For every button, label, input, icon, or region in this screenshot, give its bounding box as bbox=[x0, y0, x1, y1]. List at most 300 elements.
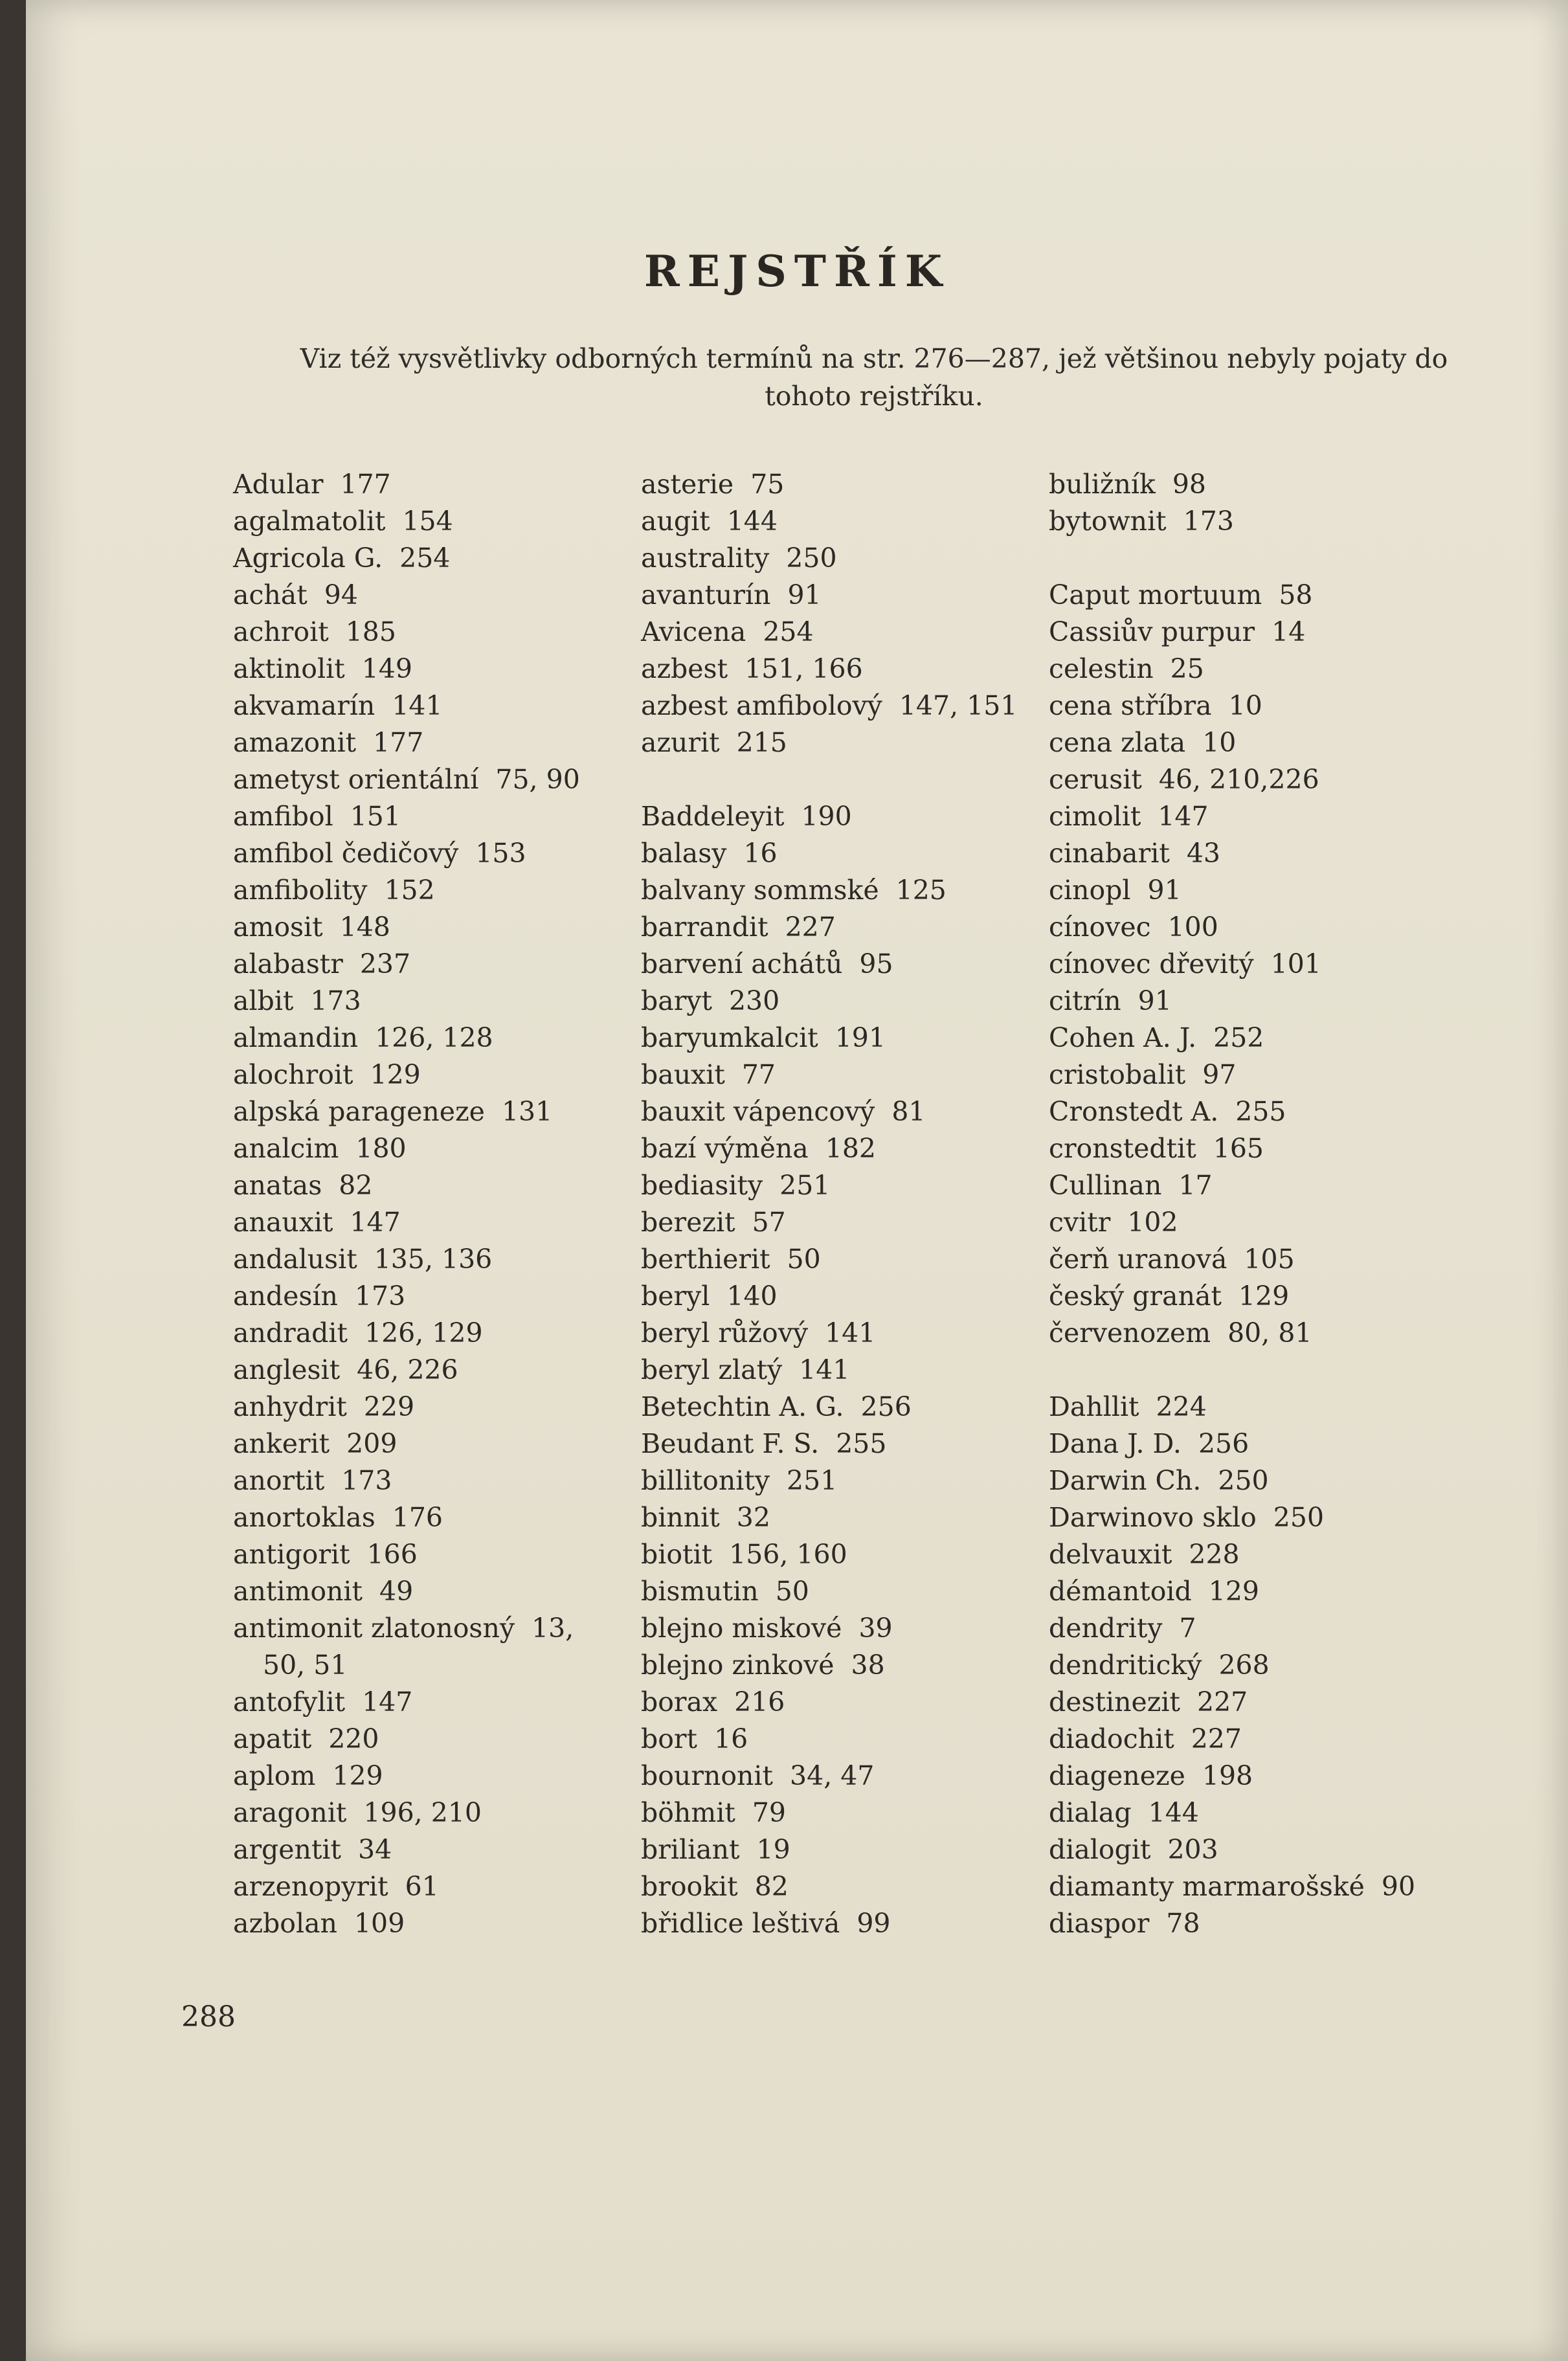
index-entry bbox=[1049, 1389, 1463, 1426]
index-entry bbox=[641, 1868, 1055, 1905]
index-entry bbox=[641, 835, 1055, 872]
index-entry bbox=[641, 1647, 1055, 1684]
index-pages: 237 bbox=[359, 948, 411, 979]
index-term: Betechtin A. G. bbox=[641, 1391, 844, 1422]
index-entry bbox=[641, 1905, 1055, 1942]
index-pages: 82 bbox=[754, 1871, 789, 1902]
index-term: anatas bbox=[233, 1170, 322, 1201]
index-term: augit bbox=[641, 506, 710, 537]
index-entry bbox=[641, 1093, 1055, 1130]
index-pages: 140 bbox=[726, 1281, 778, 1312]
index-pages: 149 bbox=[361, 653, 412, 684]
index-entry bbox=[233, 761, 615, 798]
index-pages: 91 bbox=[787, 579, 822, 610]
index-pages: 43 bbox=[1186, 838, 1220, 869]
index-pages: 173 bbox=[354, 1281, 406, 1312]
index-term: azbest amfibolový bbox=[641, 690, 882, 721]
index-pages: 215 bbox=[736, 727, 787, 758]
index-term: amfibolity bbox=[233, 875, 368, 906]
index-term: diageneze bbox=[1049, 1760, 1185, 1791]
index-pages: 19 bbox=[756, 1834, 790, 1865]
index-pages: 182 bbox=[825, 1133, 877, 1164]
index-entry bbox=[1049, 1167, 1463, 1204]
index-pages: 152 bbox=[384, 875, 435, 906]
index-term: Caput mortuum bbox=[1049, 579, 1262, 610]
index-entry bbox=[641, 1352, 1055, 1389]
index-pages: 32 bbox=[736, 1502, 770, 1533]
index-term: cena zlata bbox=[1049, 727, 1186, 758]
index-entry bbox=[641, 577, 1055, 614]
index-entry bbox=[1049, 651, 1463, 688]
index-pages: 254 bbox=[763, 616, 814, 647]
index-term: bournonit bbox=[641, 1760, 774, 1791]
index-term: azbest bbox=[641, 653, 728, 684]
index-pages: 256 bbox=[860, 1391, 912, 1422]
index-term: Cronstedt A. bbox=[1049, 1096, 1219, 1127]
index-pages: 250 bbox=[1273, 1502, 1325, 1533]
index-entry bbox=[233, 1278, 615, 1315]
index-pages: 203 bbox=[1167, 1834, 1218, 1865]
index-term: beryl bbox=[641, 1281, 710, 1312]
index-pages: 220 bbox=[328, 1723, 379, 1754]
index-term: barrandit bbox=[641, 912, 768, 943]
index-term: diaspor bbox=[1049, 1908, 1150, 1939]
index-entry bbox=[1049, 909, 1463, 946]
index-term: cristobalit bbox=[1049, 1059, 1186, 1090]
index-term: antofylit bbox=[233, 1686, 346, 1718]
index-entry bbox=[641, 540, 1055, 577]
index-entry bbox=[233, 1093, 615, 1130]
index-entry bbox=[1049, 466, 1463, 503]
index-term: cvitr bbox=[1049, 1207, 1111, 1238]
index-term: aplom bbox=[233, 1760, 316, 1791]
index-term: briliant bbox=[641, 1834, 740, 1865]
index-entry bbox=[1049, 1204, 1463, 1241]
index-pages: 196, 210 bbox=[363, 1797, 482, 1828]
index-term: blejno zinkové bbox=[641, 1650, 834, 1681]
index-pages: 252 bbox=[1213, 1022, 1264, 1053]
index-pages: 256 bbox=[1198, 1428, 1249, 1459]
index-entry bbox=[233, 1167, 615, 1204]
index-entry bbox=[1049, 1795, 1463, 1831]
index-pages: 198 bbox=[1202, 1760, 1253, 1791]
index-term: amosit bbox=[233, 912, 323, 943]
index-entry bbox=[233, 651, 615, 688]
index-entry bbox=[641, 1462, 1055, 1499]
index-entry bbox=[233, 1499, 615, 1536]
index-term: cimolit bbox=[1049, 801, 1141, 832]
index-term: antigorit bbox=[233, 1539, 350, 1570]
index-entry bbox=[1049, 1426, 1463, 1462]
index-entry bbox=[233, 909, 615, 946]
index-pages: 58 bbox=[1279, 579, 1313, 610]
index-pages: 126, 128 bbox=[375, 1022, 493, 1053]
index-pages: 250 bbox=[1218, 1465, 1269, 1496]
index-pages: 81 bbox=[891, 1096, 926, 1127]
index-pages: 94 bbox=[324, 579, 358, 610]
index-entry bbox=[1049, 1610, 1463, 1647]
index-entry bbox=[233, 614, 615, 651]
index-term: asterie bbox=[641, 469, 734, 500]
index-term: agalmatolit bbox=[233, 506, 386, 537]
index-entry bbox=[233, 983, 615, 1020]
index-entry bbox=[641, 1020, 1055, 1057]
index-pages: 101 bbox=[1270, 948, 1321, 979]
index-term: Dahllit bbox=[1049, 1391, 1139, 1422]
index-term: Beudant F. S. bbox=[641, 1428, 820, 1459]
index-term: citrín bbox=[1049, 985, 1121, 1016]
index-entry bbox=[233, 1315, 615, 1352]
index-term: amazonit bbox=[233, 727, 357, 758]
index-entry bbox=[233, 577, 615, 614]
index-pages: 191 bbox=[834, 1022, 886, 1053]
index-term: Cassiův purpur bbox=[1049, 616, 1255, 647]
index-pages: 268 bbox=[1218, 1650, 1270, 1681]
index-pages: 49 bbox=[379, 1576, 414, 1607]
index-entry bbox=[641, 1389, 1055, 1426]
index-entry bbox=[233, 1020, 615, 1057]
index-pages: 180 bbox=[355, 1133, 407, 1164]
index-entry bbox=[641, 1426, 1055, 1462]
index-entry bbox=[1049, 1647, 1463, 1684]
index-entry bbox=[1049, 1241, 1463, 1278]
index-pages: 144 bbox=[726, 506, 778, 537]
index-pages: 105 bbox=[1244, 1244, 1295, 1275]
index-pages: 126, 129 bbox=[364, 1317, 483, 1348]
index-entry bbox=[1049, 1315, 1463, 1352]
index-term: berthierit bbox=[641, 1244, 770, 1275]
index-pages: 10 bbox=[1228, 690, 1262, 721]
index-entry bbox=[1049, 798, 1463, 835]
index-entry bbox=[1049, 761, 1463, 798]
index-entry bbox=[233, 688, 615, 724]
index-term: anauxit bbox=[233, 1207, 333, 1238]
index-entry bbox=[1049, 1536, 1463, 1573]
index-term: böhmit bbox=[641, 1797, 735, 1828]
index-entry bbox=[641, 1831, 1055, 1868]
index-term: antimonit bbox=[233, 1576, 363, 1607]
index-pages: 77 bbox=[741, 1059, 776, 1090]
index-term: buližník bbox=[1049, 469, 1156, 500]
index-pages: 46, 226 bbox=[357, 1354, 458, 1385]
index-term: avanturín bbox=[641, 579, 771, 610]
index-entry bbox=[1049, 946, 1463, 983]
index-term: alpská parageneze bbox=[233, 1096, 485, 1127]
index-entry bbox=[641, 1536, 1055, 1573]
index-term: azurit bbox=[641, 727, 720, 758]
index-pages: 50 bbox=[775, 1576, 809, 1607]
index-entry bbox=[1049, 1278, 1463, 1315]
index-pages: 135, 136 bbox=[374, 1244, 493, 1275]
index-entry bbox=[641, 1499, 1055, 1536]
index-term: brookit bbox=[641, 1871, 738, 1902]
index-term: antimonit zlatonosný bbox=[233, 1613, 515, 1644]
index-pages: 129 bbox=[1208, 1576, 1260, 1607]
index-pages: 148 bbox=[339, 912, 390, 943]
index-entry bbox=[641, 1684, 1055, 1721]
index-entry bbox=[1049, 1499, 1463, 1536]
index-entry bbox=[233, 540, 615, 577]
index-pages: 129 bbox=[370, 1059, 421, 1090]
index-pages: 34, 47 bbox=[790, 1760, 875, 1791]
index-term: balvany sommské bbox=[641, 875, 879, 906]
index-term: andradit bbox=[233, 1317, 348, 1348]
index-entry bbox=[233, 1130, 615, 1167]
index-pages: 131 bbox=[501, 1096, 553, 1127]
index-pages: 91 bbox=[1147, 875, 1182, 906]
index-pages: 227 bbox=[785, 912, 836, 943]
index-entry bbox=[641, 614, 1055, 651]
index-term: aragonit bbox=[233, 1797, 347, 1828]
index-pages: 7 bbox=[1179, 1613, 1196, 1644]
index-pages: 17 bbox=[1178, 1170, 1213, 1201]
index-pages: 228 bbox=[1189, 1539, 1240, 1570]
index-term: Cullinan bbox=[1049, 1170, 1162, 1201]
index-term: bort bbox=[641, 1723, 698, 1754]
index-pages: 229 bbox=[363, 1391, 415, 1422]
index-term: borax bbox=[641, 1686, 718, 1718]
index-term: celestin bbox=[1049, 653, 1154, 684]
index-term: diamanty marmarošské bbox=[1049, 1871, 1365, 1902]
index-term: Darwinovo sklo bbox=[1049, 1502, 1257, 1533]
index-entry bbox=[641, 946, 1055, 983]
index-term: démantoid bbox=[1049, 1576, 1192, 1607]
index-term: beryl růžový bbox=[641, 1317, 809, 1348]
index-pages: 129 bbox=[1238, 1281, 1290, 1312]
index-entry bbox=[233, 1241, 615, 1278]
index-term: apatit bbox=[233, 1723, 312, 1754]
index-pages: 166 bbox=[366, 1539, 418, 1570]
index-term: andesín bbox=[233, 1281, 338, 1312]
index-entry bbox=[641, 688, 1055, 724]
index-term: břidlice leštivá bbox=[641, 1908, 840, 1939]
index-entry bbox=[641, 1167, 1055, 1204]
index-pages: 100 bbox=[1167, 912, 1218, 943]
index-entry bbox=[1049, 577, 1463, 614]
index-pages: 190 bbox=[801, 801, 852, 832]
index-entry bbox=[641, 1241, 1055, 1278]
index-entry bbox=[1049, 872, 1463, 909]
index-entry bbox=[233, 1684, 615, 1721]
index-pages: 78 bbox=[1166, 1908, 1200, 1939]
index-pages: 75, 90 bbox=[495, 764, 580, 795]
index-term: Baddeleyit bbox=[641, 801, 785, 832]
index-entry bbox=[233, 872, 615, 909]
index-entry bbox=[233, 1462, 615, 1499]
index-term: Avicena bbox=[641, 616, 746, 647]
index-entry bbox=[1049, 1462, 1463, 1499]
index-pages: 144 bbox=[1148, 1797, 1199, 1828]
index-pages: 173 bbox=[1183, 506, 1234, 537]
index-entry bbox=[233, 1426, 615, 1462]
index-entry bbox=[233, 946, 615, 983]
index-term: baryumkalcit bbox=[641, 1022, 818, 1053]
index-pages: 50 bbox=[787, 1244, 821, 1275]
index-term: anglesit bbox=[233, 1354, 341, 1385]
index-term: ankerit bbox=[233, 1428, 330, 1459]
index-pages: 102 bbox=[1127, 1207, 1178, 1238]
index-entry bbox=[641, 1315, 1055, 1352]
index-term: bediasity bbox=[641, 1170, 763, 1201]
index-entry bbox=[1049, 1057, 1463, 1093]
index-column-2 bbox=[641, 466, 1055, 1942]
index-pages: 14 bbox=[1271, 616, 1306, 647]
index-pages: 147 bbox=[362, 1686, 413, 1718]
index-entry bbox=[641, 724, 1055, 761]
index-term: Dana J. D. bbox=[1049, 1428, 1182, 1459]
index-term: billitonity bbox=[641, 1465, 770, 1496]
index-term: diadochit bbox=[1049, 1723, 1174, 1754]
index-pages: 227 bbox=[1197, 1686, 1248, 1718]
index-pages: 95 bbox=[859, 948, 893, 979]
index-pages: 109 bbox=[353, 1908, 405, 1939]
index-entry bbox=[233, 1795, 615, 1831]
index-term: analcim bbox=[233, 1133, 339, 1164]
index-term: cronstedtit bbox=[1049, 1133, 1196, 1164]
index-term: akvamarín bbox=[233, 690, 375, 721]
index-term: bytownit bbox=[1049, 506, 1167, 537]
index-pages: 165 bbox=[1213, 1133, 1264, 1164]
index-pages: 80, 81 bbox=[1227, 1317, 1312, 1348]
index-entry bbox=[233, 1905, 615, 1942]
index-term: berezit bbox=[641, 1207, 735, 1238]
index-pages: 82 bbox=[339, 1170, 373, 1201]
index-term: alochroit bbox=[233, 1059, 353, 1090]
index-term: amfibol bbox=[233, 801, 333, 832]
index-pages: 16 bbox=[714, 1723, 748, 1754]
index-term: beryl zlatý bbox=[641, 1354, 783, 1385]
index-pages: 185 bbox=[345, 616, 396, 647]
page-title: REJSTŘÍK bbox=[644, 246, 950, 297]
index-entry bbox=[1049, 503, 1463, 540]
index-pages: 230 bbox=[728, 985, 780, 1016]
index-term: cinabarit bbox=[1049, 838, 1170, 869]
index-term: dendritický bbox=[1049, 1650, 1202, 1681]
index-entry bbox=[1049, 1684, 1463, 1721]
index-entry bbox=[1049, 983, 1463, 1020]
index-pages: 75 bbox=[750, 469, 785, 500]
index-entry bbox=[233, 1204, 615, 1241]
index-term: dialogit bbox=[1049, 1834, 1151, 1865]
index-pages: 99 bbox=[857, 1908, 891, 1939]
index-term: aktinolit bbox=[233, 653, 345, 684]
index-entry bbox=[641, 1130, 1055, 1167]
index-term: albit bbox=[233, 985, 294, 1016]
index-pages: 254 bbox=[399, 543, 451, 574]
index-pages: 147 bbox=[350, 1207, 401, 1238]
index-entry bbox=[641, 1758, 1055, 1795]
index-entry bbox=[233, 466, 615, 503]
index-term: achát bbox=[233, 579, 308, 610]
index-pages: 25 bbox=[1170, 653, 1204, 684]
index-entry bbox=[1049, 1831, 1463, 1868]
index-term: dendrity bbox=[1049, 1613, 1163, 1644]
index-entry bbox=[641, 798, 1055, 835]
index-term: azbolan bbox=[233, 1908, 337, 1939]
index-pages: 98 bbox=[1172, 469, 1207, 500]
index-term: argentit bbox=[233, 1834, 342, 1865]
index-entry bbox=[1049, 614, 1463, 651]
index-entry bbox=[233, 1352, 615, 1389]
index-entry bbox=[233, 1610, 615, 1684]
index-entry bbox=[641, 651, 1055, 688]
index-pages: 177 bbox=[373, 727, 424, 758]
index-pages: 141 bbox=[799, 1354, 850, 1385]
index-pages: 79 bbox=[752, 1797, 786, 1828]
index-term: blejno miskové bbox=[641, 1613, 842, 1644]
index-term: anortoklas bbox=[233, 1502, 375, 1533]
index-entry bbox=[1049, 835, 1463, 872]
index-entry bbox=[641, 1721, 1055, 1758]
index-pages: 91 bbox=[1137, 985, 1172, 1016]
index-term: binnit bbox=[641, 1502, 720, 1533]
index-term: cínovec bbox=[1049, 912, 1151, 943]
index-pages: 141 bbox=[825, 1317, 876, 1348]
index-entry bbox=[1049, 1758, 1463, 1795]
index-entry bbox=[641, 466, 1055, 503]
index-term: Agricola G. bbox=[233, 543, 383, 574]
index-term: cerusit bbox=[1049, 764, 1142, 795]
index-entry bbox=[641, 1057, 1055, 1093]
index-pages: 227 bbox=[1191, 1723, 1242, 1754]
index-entry bbox=[1049, 1721, 1463, 1758]
index-pages: 34 bbox=[358, 1834, 392, 1865]
index-pages: 13, 50, 51 bbox=[263, 1613, 574, 1681]
index-entry bbox=[641, 1573, 1055, 1610]
index-entry bbox=[641, 983, 1055, 1020]
index-term: anortit bbox=[233, 1465, 325, 1496]
index-pages: 173 bbox=[341, 1465, 392, 1496]
index-pages: 129 bbox=[332, 1760, 383, 1791]
index-entry bbox=[641, 1278, 1055, 1315]
index-pages: 255 bbox=[1235, 1096, 1286, 1127]
index-entry bbox=[233, 798, 615, 835]
index-term: Cohen A. J. bbox=[1049, 1022, 1197, 1053]
index-entry bbox=[233, 503, 615, 540]
index-pages: 177 bbox=[340, 469, 391, 500]
index-entry bbox=[233, 1536, 615, 1573]
index-entry bbox=[233, 1389, 615, 1426]
index-pages: 147 bbox=[1158, 801, 1209, 832]
index-pages: 151 bbox=[350, 801, 401, 832]
index-term: australity bbox=[641, 543, 770, 574]
index-term: andalusit bbox=[233, 1244, 357, 1275]
index-note: Viz též vysvětlivky odborných termínů na str. 276—287, jež většinou nebyly pojaty do tohoto rejstříku. bbox=[300, 343, 1448, 412]
index-pages: 125 bbox=[895, 875, 946, 906]
index-entry bbox=[233, 1721, 615, 1758]
index-entry bbox=[233, 1758, 615, 1795]
index-term: ametyst orientální bbox=[233, 764, 479, 795]
index-term: delvauxit bbox=[1049, 1539, 1172, 1570]
index-term: alabastr bbox=[233, 948, 343, 979]
index-entry bbox=[233, 1573, 615, 1610]
index-pages: 173 bbox=[310, 985, 361, 1016]
index-pages: 57 bbox=[752, 1207, 786, 1238]
index-entry bbox=[233, 835, 615, 872]
index-pages: 38 bbox=[851, 1650, 885, 1681]
index-term: cena stříbra bbox=[1049, 690, 1212, 721]
index-pages: 151, 166 bbox=[745, 653, 863, 684]
index-term: cínovec dřevitý bbox=[1049, 948, 1254, 979]
index-pages: 97 bbox=[1202, 1059, 1237, 1090]
index-term: čerň uranová bbox=[1049, 1244, 1227, 1275]
index-entry bbox=[641, 1610, 1055, 1647]
index-entry bbox=[1049, 1868, 1463, 1905]
index-pages: 147, 151 bbox=[899, 690, 1018, 721]
index-entry bbox=[1049, 1905, 1463, 1942]
index-term: cinopl bbox=[1049, 875, 1131, 906]
index-entry bbox=[641, 1204, 1055, 1241]
